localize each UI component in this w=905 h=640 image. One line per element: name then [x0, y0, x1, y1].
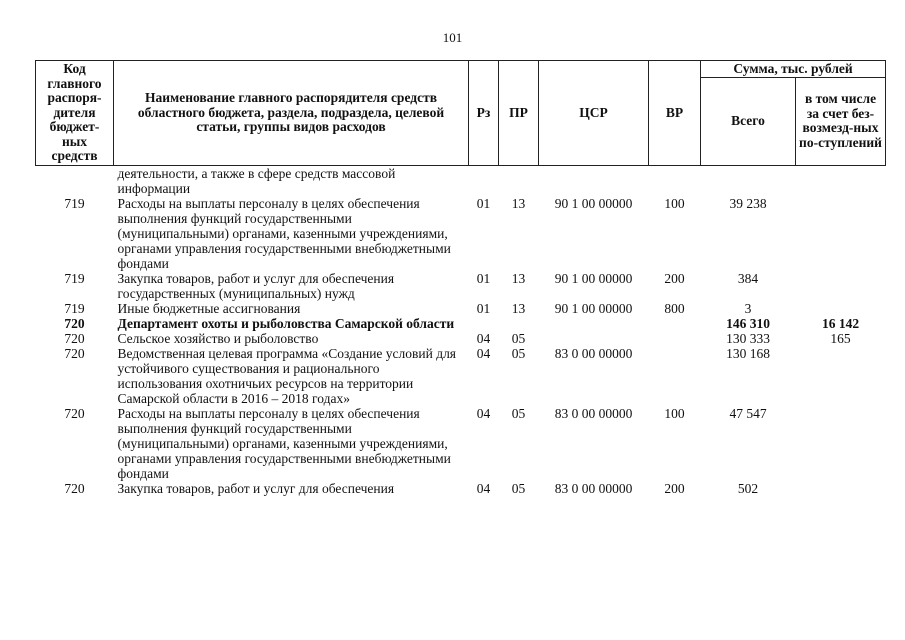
cell-total: 130 168 [726, 345, 770, 361]
cell-total [701, 165, 796, 196]
cell-total: 502 [737, 480, 759, 496]
cell-csr [539, 165, 649, 196]
cell-vr [649, 331, 701, 346]
header-sum: Сумма, тыс. рублей [701, 61, 886, 78]
table-row [36, 165, 886, 196]
cell-incl [796, 406, 886, 481]
cell-code: 720 [64, 315, 85, 331]
cell-rz: 04 [476, 330, 491, 346]
cell-code: 720 [64, 345, 85, 361]
cell-pr: 05 [511, 345, 526, 361]
table-header [36, 61, 886, 166]
cell-vr: 800 [664, 300, 685, 316]
cell-incl [796, 346, 886, 406]
cell-name: Департамент охоты и рыболовства Самарской области [117, 315, 455, 331]
cell-csr: 83 0 00 00000 [554, 480, 633, 496]
table-body [36, 165, 886, 496]
cell-name: Закупка товаров, работ и услуг для обеспечения [117, 480, 395, 496]
header-vr: ВР [649, 61, 701, 166]
cell-total: 47 547 [729, 405, 767, 421]
cell-rz: 04 [476, 405, 491, 421]
table-row [36, 301, 886, 316]
cell-csr [539, 331, 649, 346]
cell-vr: 100 [664, 195, 685, 211]
cell-vr: 100 [664, 405, 685, 421]
cell-pr [499, 165, 539, 196]
cell-pr: 13 [511, 300, 526, 316]
table-row [36, 346, 886, 406]
budget-table [35, 60, 886, 496]
header-name: Наименование главного распорядителя средств областного бюджета, раздела, подраздела, целевой статьи, группы видов расходов [114, 61, 469, 166]
page-number: 101 [442, 30, 463, 45]
table-row [36, 481, 886, 496]
cell-csr: 90 1 00 00000 [554, 195, 633, 211]
cell-incl: 165 [830, 330, 851, 346]
table-row [36, 331, 886, 346]
cell-csr: 83 0 00 00000 [554, 405, 633, 421]
cell-incl [796, 481, 886, 496]
table-row [36, 271, 886, 301]
cell-total: 130 333 [726, 330, 770, 346]
cell-code: 719 [64, 270, 85, 286]
cell-rz: 01 [476, 300, 491, 316]
cell-total: 146 310 [726, 315, 770, 331]
cell-name: Сельское хозяйство и рыболовство [117, 330, 319, 346]
cell-vr: 200 [664, 480, 685, 496]
cell-rz: 01 [476, 270, 491, 286]
cell-csr: 90 1 00 00000 [554, 300, 633, 316]
cell-name: Закупка товаров, работ и услуг для обеспечения государственных (муниципальных) нужд [117, 270, 395, 301]
cell-pr: 13 [511, 195, 526, 211]
header-incl: в том числе за счет без-возмезд-ных по-ступлений [796, 78, 886, 166]
cell-rz [469, 316, 499, 331]
cell-total: 384 [737, 270, 759, 286]
header-csr: ЦСР [539, 61, 649, 166]
cell-csr: 90 1 00 00000 [554, 270, 633, 286]
cell-vr [649, 316, 701, 331]
cell-incl [796, 196, 886, 271]
cell-vr [649, 346, 701, 406]
cell-vr [649, 165, 701, 196]
cell-name: Иные бюджетные ассигнования [117, 300, 301, 316]
cell-total: 39 238 [729, 195, 767, 211]
header-total: Всего [701, 78, 796, 166]
cell-code: 720 [64, 405, 85, 421]
cell-rz: 04 [476, 480, 491, 496]
cell-incl [796, 165, 886, 196]
cell-csr [539, 316, 649, 331]
cell-incl: 16 142 [821, 315, 860, 331]
cell-incl [796, 301, 886, 316]
header-rz: Рз [469, 61, 499, 166]
cell-name: Расходы на выплаты персоналу в целях обеспечения выполнения функций государственными (муниципальными) органами, казенными учреждениями, органами управления государственными внебюджетными фондами [117, 195, 451, 271]
table-row [36, 406, 886, 481]
cell-pr [499, 316, 539, 331]
cell-rz [469, 165, 499, 196]
cell-rz: 01 [476, 195, 491, 211]
cell-code: 719 [64, 195, 85, 211]
table-row [36, 316, 886, 331]
cell-code: 719 [64, 300, 85, 316]
cell-vr: 200 [664, 270, 685, 286]
cell-pr: 05 [511, 405, 526, 421]
cell-code: 720 [64, 330, 85, 346]
cell-pr: 13 [511, 270, 526, 286]
table-row [36, 196, 886, 271]
cell-name: Ведомственная целевая программа «Создание условий для устойчивого существования и рационального использования охотничьих ресурсов на территории Самарской области в 2016 – 2018 годах» [117, 345, 457, 406]
cell-pr: 05 [511, 330, 526, 346]
cell-name: Расходы на выплаты персоналу в целях обеспечения выполнения функций государственными (муниципальными) органами, казенными учреждениями, органами управления государственными внебюджетными фондами [117, 405, 451, 481]
cell-code: 720 [64, 480, 85, 496]
cell-csr: 83 0 00 00000 [554, 345, 633, 361]
header-code: Код главного распоря-дителя бюджет-ных средств [36, 61, 114, 166]
cell-name: деятельности, а также в сфере средств массовой информации [117, 165, 396, 196]
cell-total: 3 [744, 300, 752, 316]
cell-code [36, 165, 114, 196]
cell-incl [796, 271, 886, 301]
cell-pr: 05 [511, 480, 526, 496]
cell-rz: 04 [476, 345, 491, 361]
header-pr: ПР [499, 61, 539, 166]
